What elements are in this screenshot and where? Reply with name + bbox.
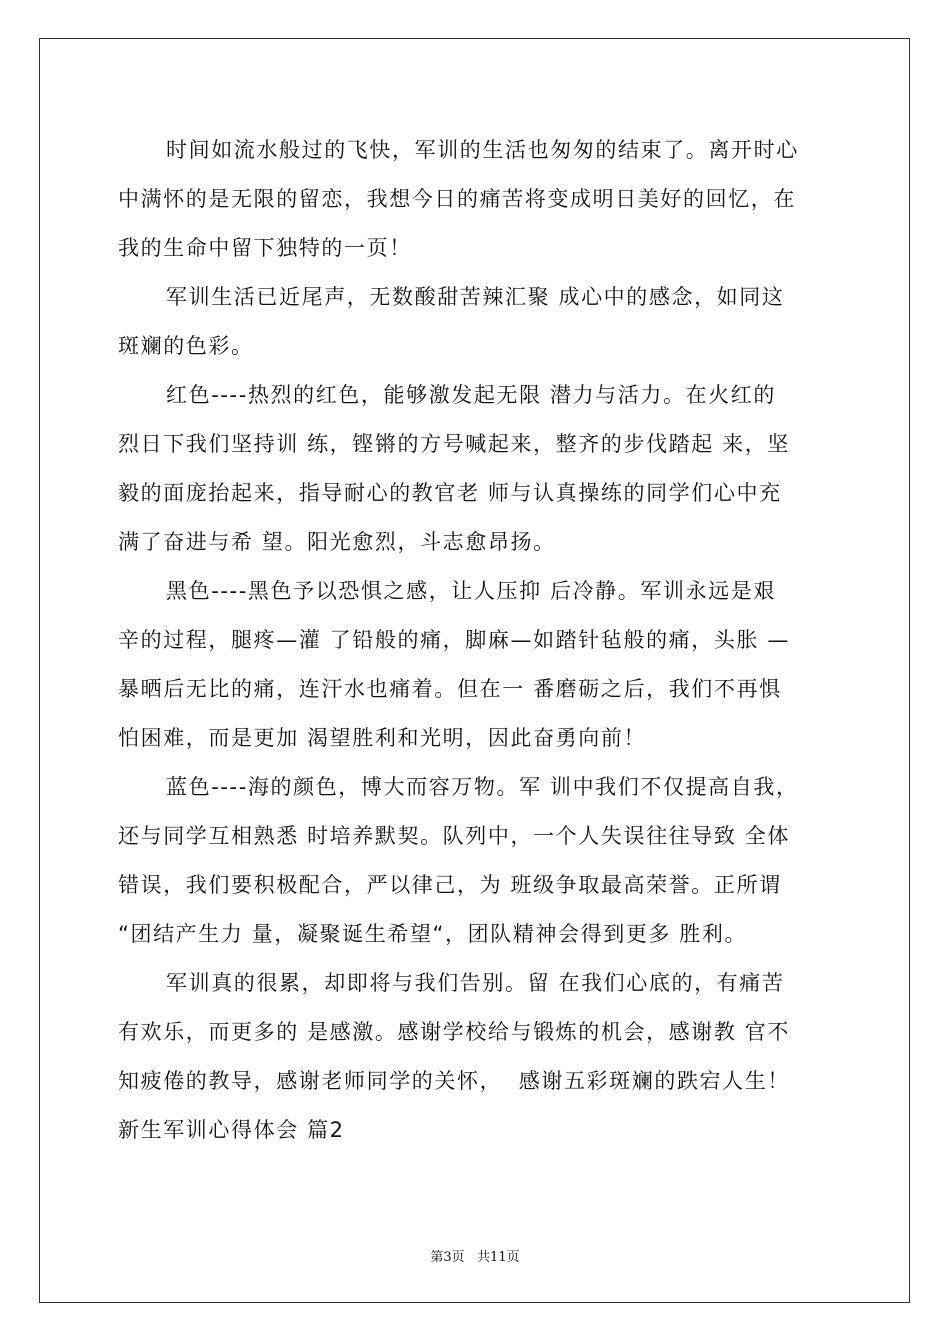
text-line: 怕困难，而是更加 渴望胜利和光明，因此奋勇向前！ — [118, 726, 647, 750]
text-line: 暴晒后无比的痛，连汗水也痛着。但在一 番磨砺之后，我们不再惧 — [118, 677, 782, 701]
text-line: 有欢乐，而更多的 是感激。感谢学校给与锻炼的机会，感谢教 官不 — [118, 1020, 790, 1044]
text-line: 斑斓的色彩。 — [118, 334, 254, 358]
text-line: 毅的面庞抬起来，指导耐心的教官老 师与认真操练的同学们心中充 — [118, 481, 782, 505]
text-line: 辛的过程，腿疼—灌 了铅般的痛，脚麻—如踏针毡般的痛，头胀 — — [118, 628, 790, 652]
section-heading: 新生军训心得体会 篇2 — [118, 1118, 345, 1142]
text-line: 知疲倦的教导，感谢老师同学的关怀， 感谢五彩斑斓的跌宕人生！ — [118, 1069, 790, 1093]
text-line: 满了奋进与希 望。阳光愈烈，斗志愈昂扬。 — [118, 530, 556, 554]
text-line: 我的生命中留下独特的一页！ — [118, 236, 412, 260]
text-line: 军训真的很累，却即将与我们告别。留 在我们心底的，有痛苦 — [166, 971, 785, 995]
text-line: 烈日下我们坚持训 练，铿锵的方号喊起来，整齐的步伐踏起 来，坚 — [118, 432, 790, 456]
document-body — [118, 131, 834, 1160]
text-line: 错误，我们要积极配合，严以律己，为 班级争取最高荣誉。正所谓 — [118, 873, 782, 897]
text-line: 军训生活已近尾声，无数酸甜苦辣汇聚 成心中的感念，如同这 — [166, 285, 785, 309]
page-number-footer: 第3页 共11页 — [430, 1250, 520, 1265]
text-line: 中满怀的是无限的留恋，我想今日的痛苦将变成明日美好的回忆，在 — [118, 187, 796, 211]
text-line: 还与同学互相熟悉 时培养默契。队列中，一个人失误往往导致 全体 — [118, 824, 790, 848]
text-line: 黑色----黑色予以恐惧之感，让人压抑 后冷静。军训永远是艰 — [166, 579, 776, 603]
text-line: 红色----热烈的红色，能够激发起无限 潜力与活力。在火红的 — [166, 383, 776, 407]
text-line: 时间如流水般过的飞快，军训的生活也匆匆的结束了。离开时心 — [166, 138, 799, 162]
text-line: “团结产生力 量，凝聚诞生希望“，团队精神会得到更多 胜利。 — [118, 922, 748, 946]
text-line: 蓝色----海的颜色，博大而容万物。军 训中我们不仅提高自我， — [166, 775, 799, 799]
